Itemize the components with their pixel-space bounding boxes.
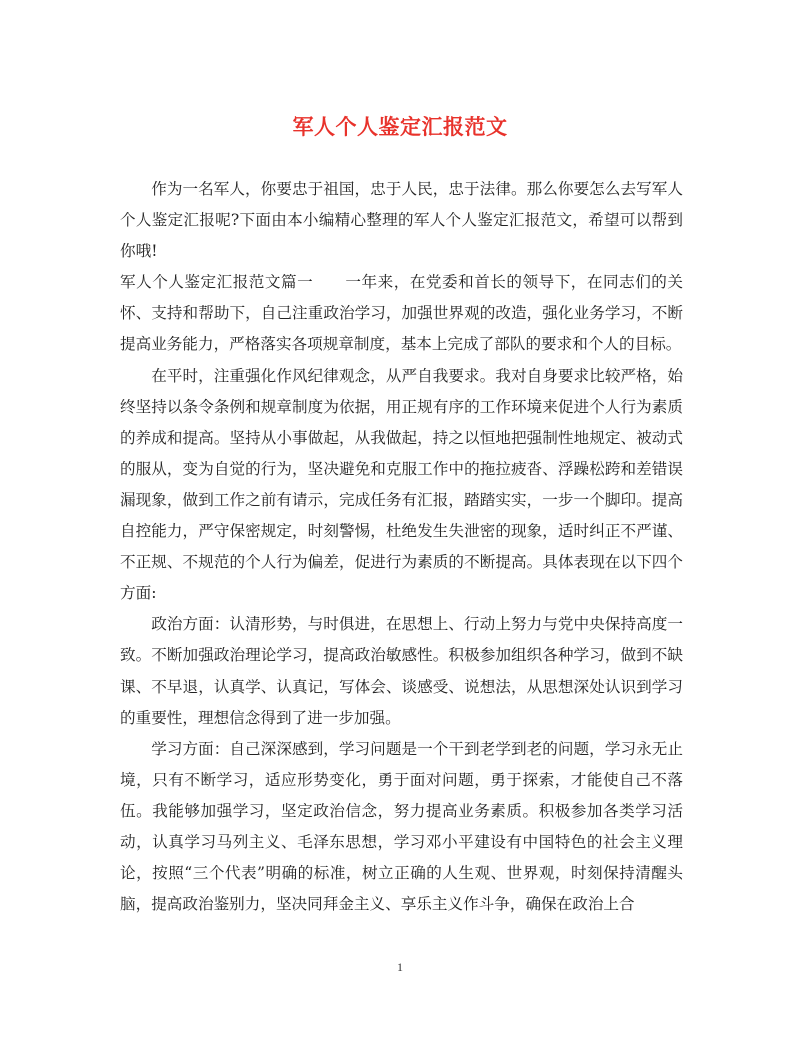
document-title: 军人个人鉴定汇报范文 — [292, 114, 508, 139]
paragraph-politics: 政治方面：认清形势，与时俱进，在思想上、行动上努力与党中央保持高度一致。不断加强政治理论学习，提高政治敏感性。积极参加组织各种学习，做到不缺课、不早退，认真学、认真记，写体会、谈感受、说想法，从思想深处认识到学习的重要性，理想信念得到了进一步加强。 — [120, 615, 683, 727]
paragraph-section-one: 军人个人鉴定汇报范文篇一 一年来，在党委和首长的领导下，在同志们的关怀、支持和帮助下，自己注重政治学习，加强世界观的改造，强化业务学习，不断提高业务能力，严格落实各项规章制度，基本上完成了部队的要求和个人的目标。 — [120, 273, 683, 354]
paragraph-intro: 作为一名军人，你要忠于祖国，忠于人民，忠于法律。那么你要怎么去写军人个人鉴定汇报呢?下面由本小编精心整理的军人个人鉴定汇报范文，希望可以帮到你哦! — [120, 180, 683, 261]
paragraph-discipline: 在平时，注重强化作风纪律观念，从严自我要求。我对自身要求比较严格，始终坚持以条令条例和规章制度为依据，用正规有序的工作环境来促进个人行为素质的养成和提高。坚持从小事做起，从我做起，持之以恒地把强制性地规定、被动式的服从，变为自觉的行为，坚决避免和克服工作中的拖拉疲沓、浮躁松跨和差错误漏现象，做到工作之前有请示，完成任务有汇报，踏踏实实，一步一个脚印。提高自控能力，严守保密规定，时刻警惕，杜绝发生失泄密的现象，适时纠正不严谨、不正规、不规范的个人行为偏差，促进行为素质的不断提高。具体表现在以下四个方面: — [120, 366, 683, 603]
page-number: 1 — [397, 960, 403, 974]
paragraph-study: 学习方面：自己深深感到，学习问题是一个干到老学到老的问题，学习永无止境，只有不断学习，适应形势变化，勇于面对问题，勇于探索，才能使自己不落伍。我能够加强学习，坚定政治信念，努力提高业务素质。积极参加各类学习活动，认真学习马列主义、毛泽东思想，学习邓小平建设有中国特色的社会主义理论，按照“三个代表”明确的标准，树立正确的人生观、世界观，时刻保持清醒头脑，提高政治鉴别力，坚决同拜金主义、享乐主义作斗争，确保在政治上合 — [120, 739, 683, 914]
document-body — [120, 174, 683, 920]
